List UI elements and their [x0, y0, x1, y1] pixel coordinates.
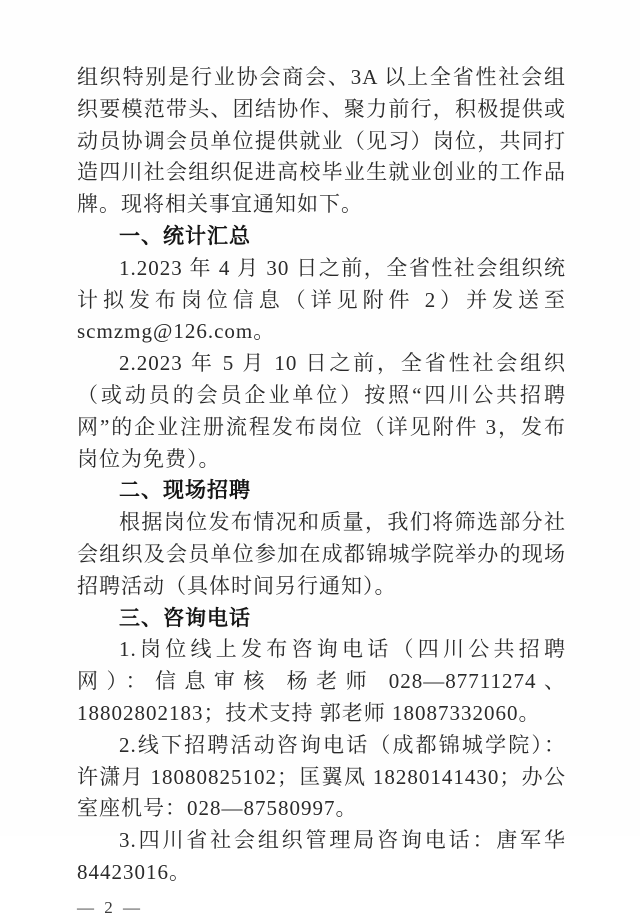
page-number: — 2 —	[77, 897, 143, 917]
paragraph-statistics-item-1: 1.2023 年 4 月 30 日之前，全省性社会组织统计拟发布岗位信息（详见附件 2）并发送至 scmzmg@126.com。	[77, 255, 566, 344]
paragraph-phone-item-3: 3.四川省社会组织管理局咨询电话：唐军华 84423016。	[77, 828, 566, 884]
paragraph-phone-item-2: 2.线下招聘活动咨询电话（成都锦城学院）：许潇月 18080825102；匡翼凤 18280141430；办公室座机号：028—87580997。	[77, 732, 566, 821]
document-body	[77, 62, 566, 889]
paragraph-phone-item-1: 1.岗位线上发布咨询电话（四川公共招聘网）：信息审核 杨老师 028—87711274、18802802183；技术支持 郭老师 18087332060。	[77, 637, 566, 725]
section-heading-3-inquiry-phones: 三、咨询电话	[119, 606, 251, 630]
section-heading-2-onsite-recruitment: 二、现场招聘	[119, 479, 251, 503]
paragraph-onsite-recruitment: 根据岗位发布情况和质量，我们将筛选部分社会组织及会员单位参加在成都锦城学院举办的现场招聘活动（具体时间另行通知）。	[77, 510, 566, 598]
paragraph-statistics-item-2: 2.2023 年 5 月 10 日之前，全省性社会组织（或动员的会员企业单位）按照“四川公共招聘网”的企业注册流程发布岗位（详见附件 3，发布岗位为免费）。	[77, 351, 566, 471]
paragraph-intro-continuation: 组织特别是行业协会商会、3A 以上全省性社会组织要模范带头、团结协作、聚力前行，积极提供或动员协调会员单位提供就业（见习）岗位，共同打造四川社会组织促进高校毕业生就业创业的工作品牌。现将相关事宜通知如下。	[77, 65, 566, 217]
section-heading-1-statistics: 一、统计汇总	[119, 224, 251, 248]
